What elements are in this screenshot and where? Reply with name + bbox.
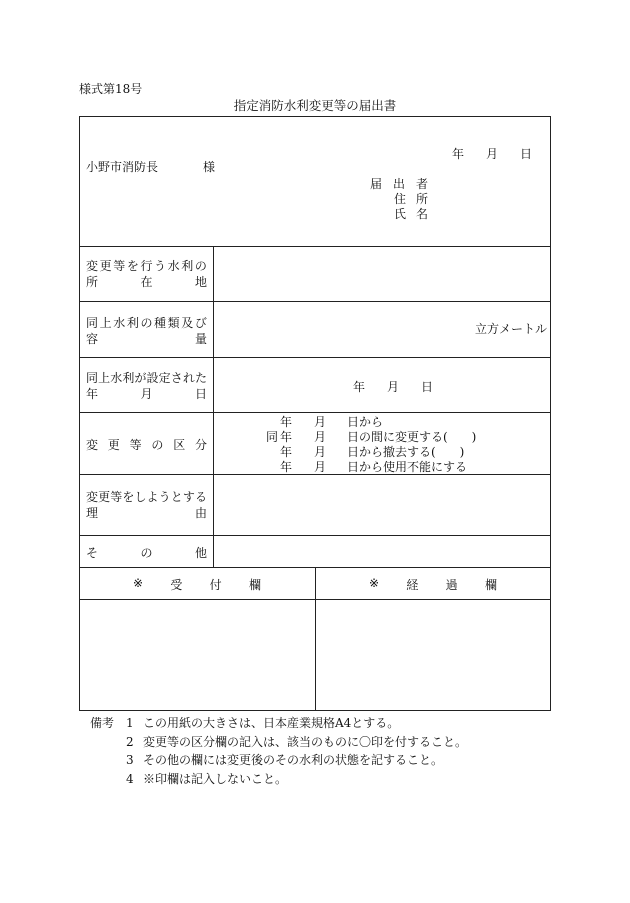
set-date-field[interactable]: 年 月 日 bbox=[353, 380, 433, 394]
category-option-from[interactable]: 日から bbox=[347, 415, 384, 429]
form-number: 様式第18号 bbox=[79, 82, 143, 96]
category-option-month: 月 bbox=[314, 460, 327, 474]
category-option-year: 年 bbox=[280, 415, 293, 429]
row-label-reason: 変 更 等 を し よ う と す る 理 由 bbox=[86, 490, 207, 520]
row-label-type-capacity: 同 上 水 利 の 種 類 及 び 容 量 bbox=[86, 316, 207, 346]
other-field[interactable] bbox=[214, 536, 550, 567]
note-text: この用紙の大きさは、日本産業規格A4とする。 bbox=[143, 716, 400, 730]
note-number: 4 bbox=[126, 772, 134, 786]
header-date: 年 月 日 bbox=[452, 147, 532, 161]
notifier-label: 届 出 者 bbox=[370, 177, 428, 191]
row-label-category: 変 更 等 の 区 分 bbox=[86, 438, 207, 452]
note-number: 2 bbox=[126, 735, 134, 749]
category-option-unusable[interactable]: 日から使用不能にする bbox=[347, 460, 468, 474]
category-option-prefix: 同 bbox=[266, 430, 279, 444]
category-option-year: 年 bbox=[280, 460, 293, 474]
row-label-location: 変 更 等 を 行 う 水 利 の 所 在 地 bbox=[86, 259, 207, 289]
row-label-other: そ の 他 bbox=[86, 546, 207, 560]
note-text: 変更等の区分欄の記入は、該当のものに〇印を付すること。 bbox=[143, 735, 468, 749]
notifier-name-label: 氏 名 bbox=[394, 207, 428, 221]
category-option-month: 月 bbox=[314, 445, 327, 459]
row-divider bbox=[79, 301, 551, 302]
addressee-suffix: 様 bbox=[203, 160, 216, 174]
progress-column-header: ※ 経 過 欄 bbox=[369, 576, 497, 592]
notifier-address-label: 住 所 bbox=[394, 192, 428, 206]
category-option-change[interactable]: 日の間に変更する( ) bbox=[347, 430, 477, 444]
note-text: ※印欄は記入しないこと。 bbox=[143, 772, 288, 786]
category-option-month: 月 bbox=[314, 430, 327, 444]
category-option-year: 年 bbox=[280, 445, 293, 459]
reason-field[interactable] bbox=[214, 475, 550, 535]
notes-heading: 備考 bbox=[90, 716, 115, 730]
note-number: 3 bbox=[126, 753, 134, 767]
note-text: その他の欄には変更後のその水利の状態を記すること。 bbox=[143, 753, 444, 767]
document-title: 指定消防水利変更等の届出書 bbox=[233, 98, 397, 113]
addressee-name: 小野市消防長 bbox=[86, 160, 159, 174]
reception-column-header: ※ 受 付 欄 bbox=[133, 576, 261, 592]
capacity-unit: 立方メートル bbox=[475, 322, 548, 336]
reception-area bbox=[80, 600, 314, 710]
row-divider bbox=[79, 412, 551, 413]
category-option-year: 年 bbox=[280, 430, 293, 444]
note-number: 1 bbox=[126, 716, 134, 730]
progress-area bbox=[316, 600, 550, 710]
location-field[interactable] bbox=[214, 247, 550, 301]
category-option-remove[interactable]: 日から撤去する( ) bbox=[347, 445, 465, 459]
category-option-month: 月 bbox=[314, 415, 327, 429]
row-label-set-date: 同 上 水 利 が 設 定 さ れ た 年 月 日 bbox=[86, 371, 207, 401]
row-divider bbox=[79, 357, 551, 358]
